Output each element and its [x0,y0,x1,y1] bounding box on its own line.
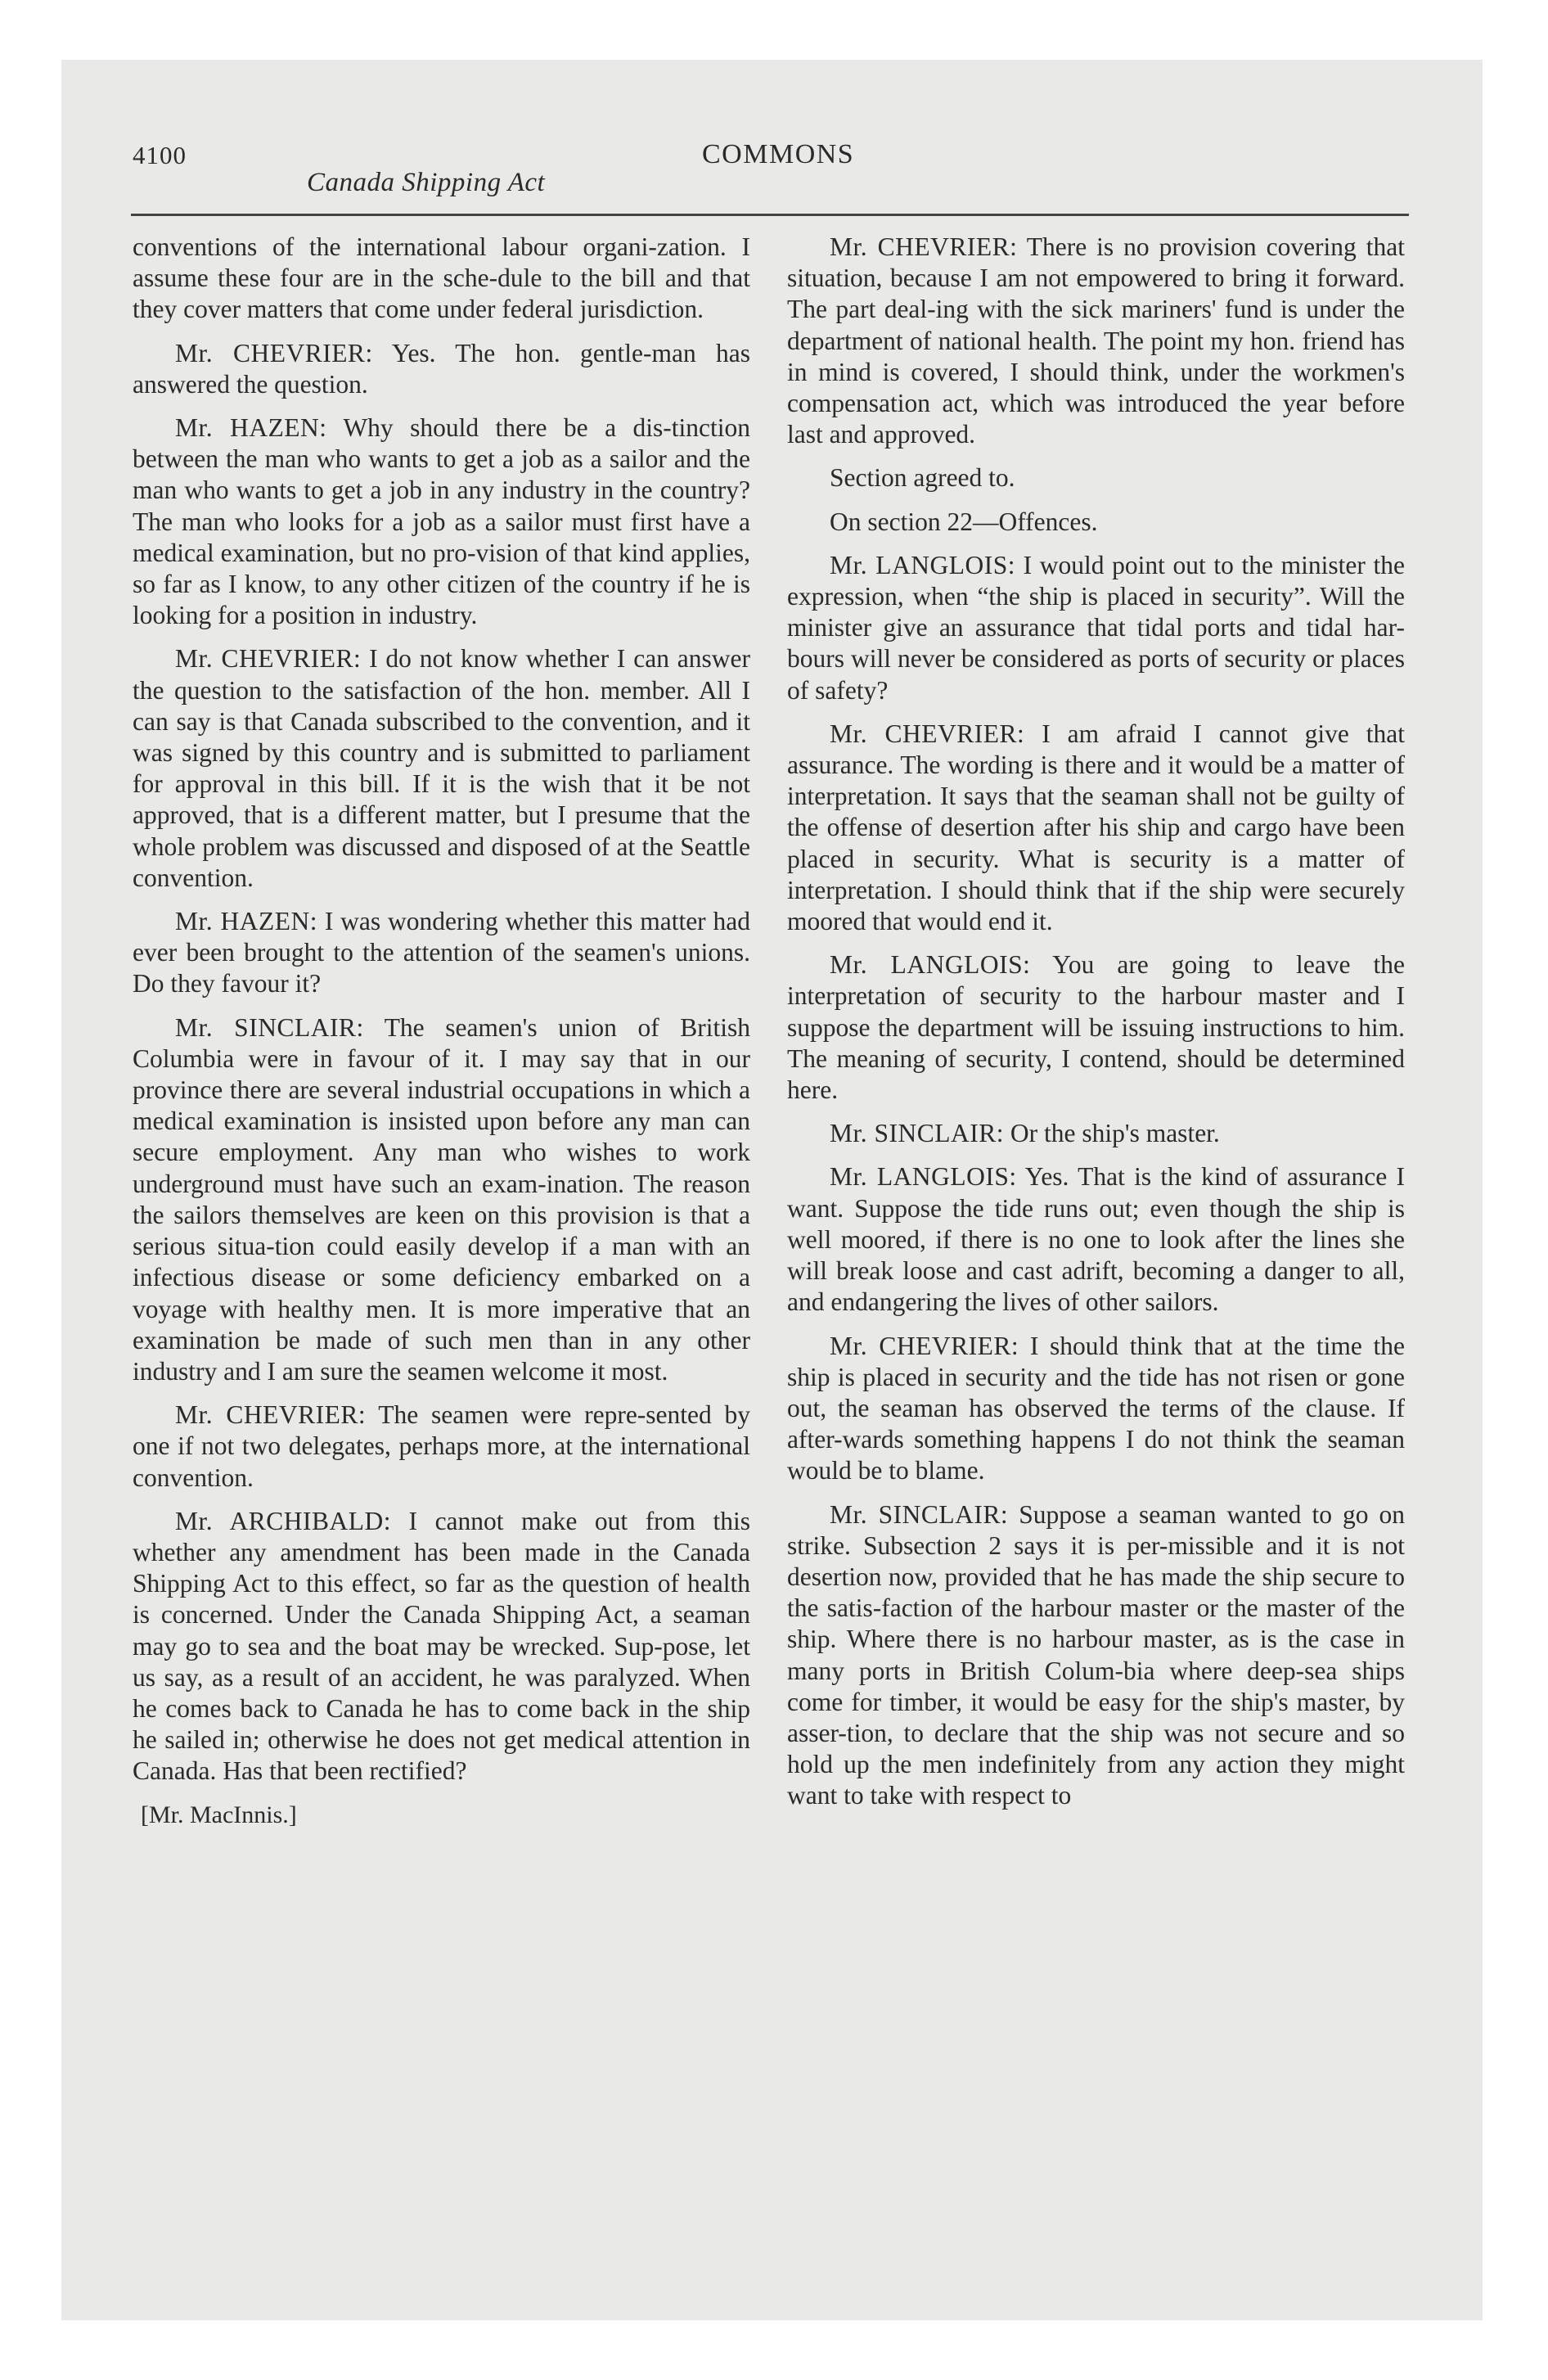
paragraph: Mr. HAZEN: I was wondering whether this matter had ever been brought to the attention of the seamen's unions. Do they favour it? [133,907,751,998]
speaker-name: Mr. HAZEN: [175,907,317,936]
speaker-footnote: [Mr. MacInnis.] [141,1801,297,1828]
paragraph: Mr. CHEVRIER: I am afraid I cannot give that assurance. The wording is there and it would be a matter of interpretation. It says that the seaman shall not be guilty of the offense of desertion after his ship and cargo have been placed in security. What is security is a matter of interpretation. I should think that if the ship were securely moored that would end it. [787,719,1406,936]
procedural-note: On section 22—Offences. [830,507,1098,536]
speaker-name: Mr. SINCLAIR: [830,1499,1009,1529]
running-title: Canada Shipping Act [307,168,546,197]
right-column [787,232,1405,1824]
house-name: COMMONS [702,139,855,169]
paragraph: Mr. CHEVRIER: I should think that at the time the ship is placed in security and the tide has not risen or gone out, the seaman has observed the terms of the clause. If after-wards something happens I do not think the seaman would be to blame. [787,1331,1405,1485]
paragraph: Mr. CHEVRIER: The seamen were repre-sented by one if not two delegates, perhaps more, at the international convention. [133,1400,751,1492]
paragraph: Mr. CHEVRIER: I do not know whether I can answer the question to the satisfaction of the hon. member. All I can say is that Canada subscribed to the convention, and it was signed by this country and is submitted to parliament for approval in this bill. If it is the wish that it be not approved, that is a different matter, but I presume that the whole problem was discussed and disposed of at the Seattle convention. [133,644,751,892]
speaker-name: Mr. LANGLOIS: [830,950,1031,980]
paragraph: Mr. HAZEN: Why should there be a dis-tinction between the man who wants to get a job as a sailor and the man who wants to get a job in any industry in the country? The man who looks for a job as a sailor must first have a medical examination, but no pro-vision of that kind applies, so far as I know, to any other citizen of the country if he is looking for a position in industry. [133,413,750,630]
paragraph: Mr. SINCLAIR: The seamen's union of British Columbia were in favour of it. I may say that in our province there are several industrial occupations in which a medical examination is insisted upon before any man can secure employment. Any man who wishes to work underground must have such an exam-ination. The reason the sailors themselves are keen on this provision is that a serious situa-tion could easily develop if a man with an infectious disease or some deficiency embarked on a voyage with healthy men. It is more imperative that an examination be made of such men than in any other industry and I am sure the seamen welcome it most. [133,1012,750,1386]
speaker-name: Mr. SINCLAIR: [175,1012,364,1042]
paragraph: conventions of the international labour organi-zation. I assume these four are in the sche-dule to the bill and that they cover matters that come under federal jurisdiction. [133,232,750,324]
left-column [133,232,750,1843]
paragraph: Mr. SINCLAIR: Suppose a seaman wanted to go on strike. Subsection 2 says it is per-missible and it is not desertion now, provided that he has made the ship secure to the satis-faction of the harbour master or the master of the ship. Where there is no harbour master, as is the case in many ports in British Colum-bia where deep-sea ships come for timber, it would be easy for the ship's master, by asser-tion, to declare that the ship was not secure and so hold up the men indefinitely from any action they might want to take with respect to [787,1499,1405,1810]
speaker-name: Mr. CHEVRIER: [830,232,1018,261]
paragraph: Mr. CHEVRIER: Yes. The hon. gentle-man has answered the question. [133,338,750,399]
paragraph: Mr. LANGLOIS: Yes. That is the kind of assurance I want. Suppose the tide runs out; even though the ship is well moored, if there is no one to look after the lines she will break loose and cast adrift, becoming a danger to all, and endangering the lives of other sailors. [787,1162,1405,1317]
procedural-note: Section agreed to. [830,463,1015,493]
speaker-name: Mr. CHEVRIER: [175,1400,367,1430]
speaker-name: Mr. SINCLAIR: [830,1119,1005,1148]
paragraph: Mr. LANGLOIS: You are going to leave the interpretation of security to the harbour master and I suppose the department will be issuing instructions to him. The meaning of security, I contend, should be determined here. [787,950,1405,1105]
paragraph: Mr. LANGLOIS: I would point out to the minister the expression, when “the ship is placed in security”. Will the minister give an assurance that tidal ports and tidal har-bours will never be considered as ports of security or places of safety? [787,550,1406,705]
speaker-name: Mr. CHEVRIER: [830,719,1025,748]
speaker-name: Mr. CHEVRIER: [175,338,373,367]
header-rule [131,214,1409,216]
speaker-name: Mr. ARCHIBALD: [175,1506,391,1535]
paragraph: Mr. SINCLAIR: Or the ship's master. [830,1119,1220,1148]
speaker-name: Mr. CHEVRIER: [830,1331,1019,1360]
paragraph: Mr. CHEVRIER: There is no provision covering that situation, because I am not empowered to bring it forward. The part deal-ing with the sick mariners' fund is under the department of national health. The point my hon. friend has in mind is covered, I should think, under the workmen's compensation act, which was introduced the year before last and approved. [787,232,1405,449]
speaker-name: Mr. CHEVRIER: [175,644,362,674]
speaker-name: Mr. LANGLOIS: [830,550,1016,579]
speaker-name: Mr. HAZEN: [175,413,327,443]
page-number: 4100 [133,141,187,169]
paragraph: Mr. ARCHIBALD: I cannot make out from this whether any amendment has been made in the Canada Shipping Act to this effect, so far as the question of health is concerned. Under the Canada Shipping Act, a seaman may go to sea and the boat may be wrecked. Sup-pose, let us say, as a result of an accident, he was paralyzed. When he comes back to Canada he has to come back in the ship he sailed in; otherwise he does not get medical attention in Canada. Has that been rectified? [133,1506,750,1786]
speaker-name: Mr. LANGLOIS: [830,1162,1017,1192]
